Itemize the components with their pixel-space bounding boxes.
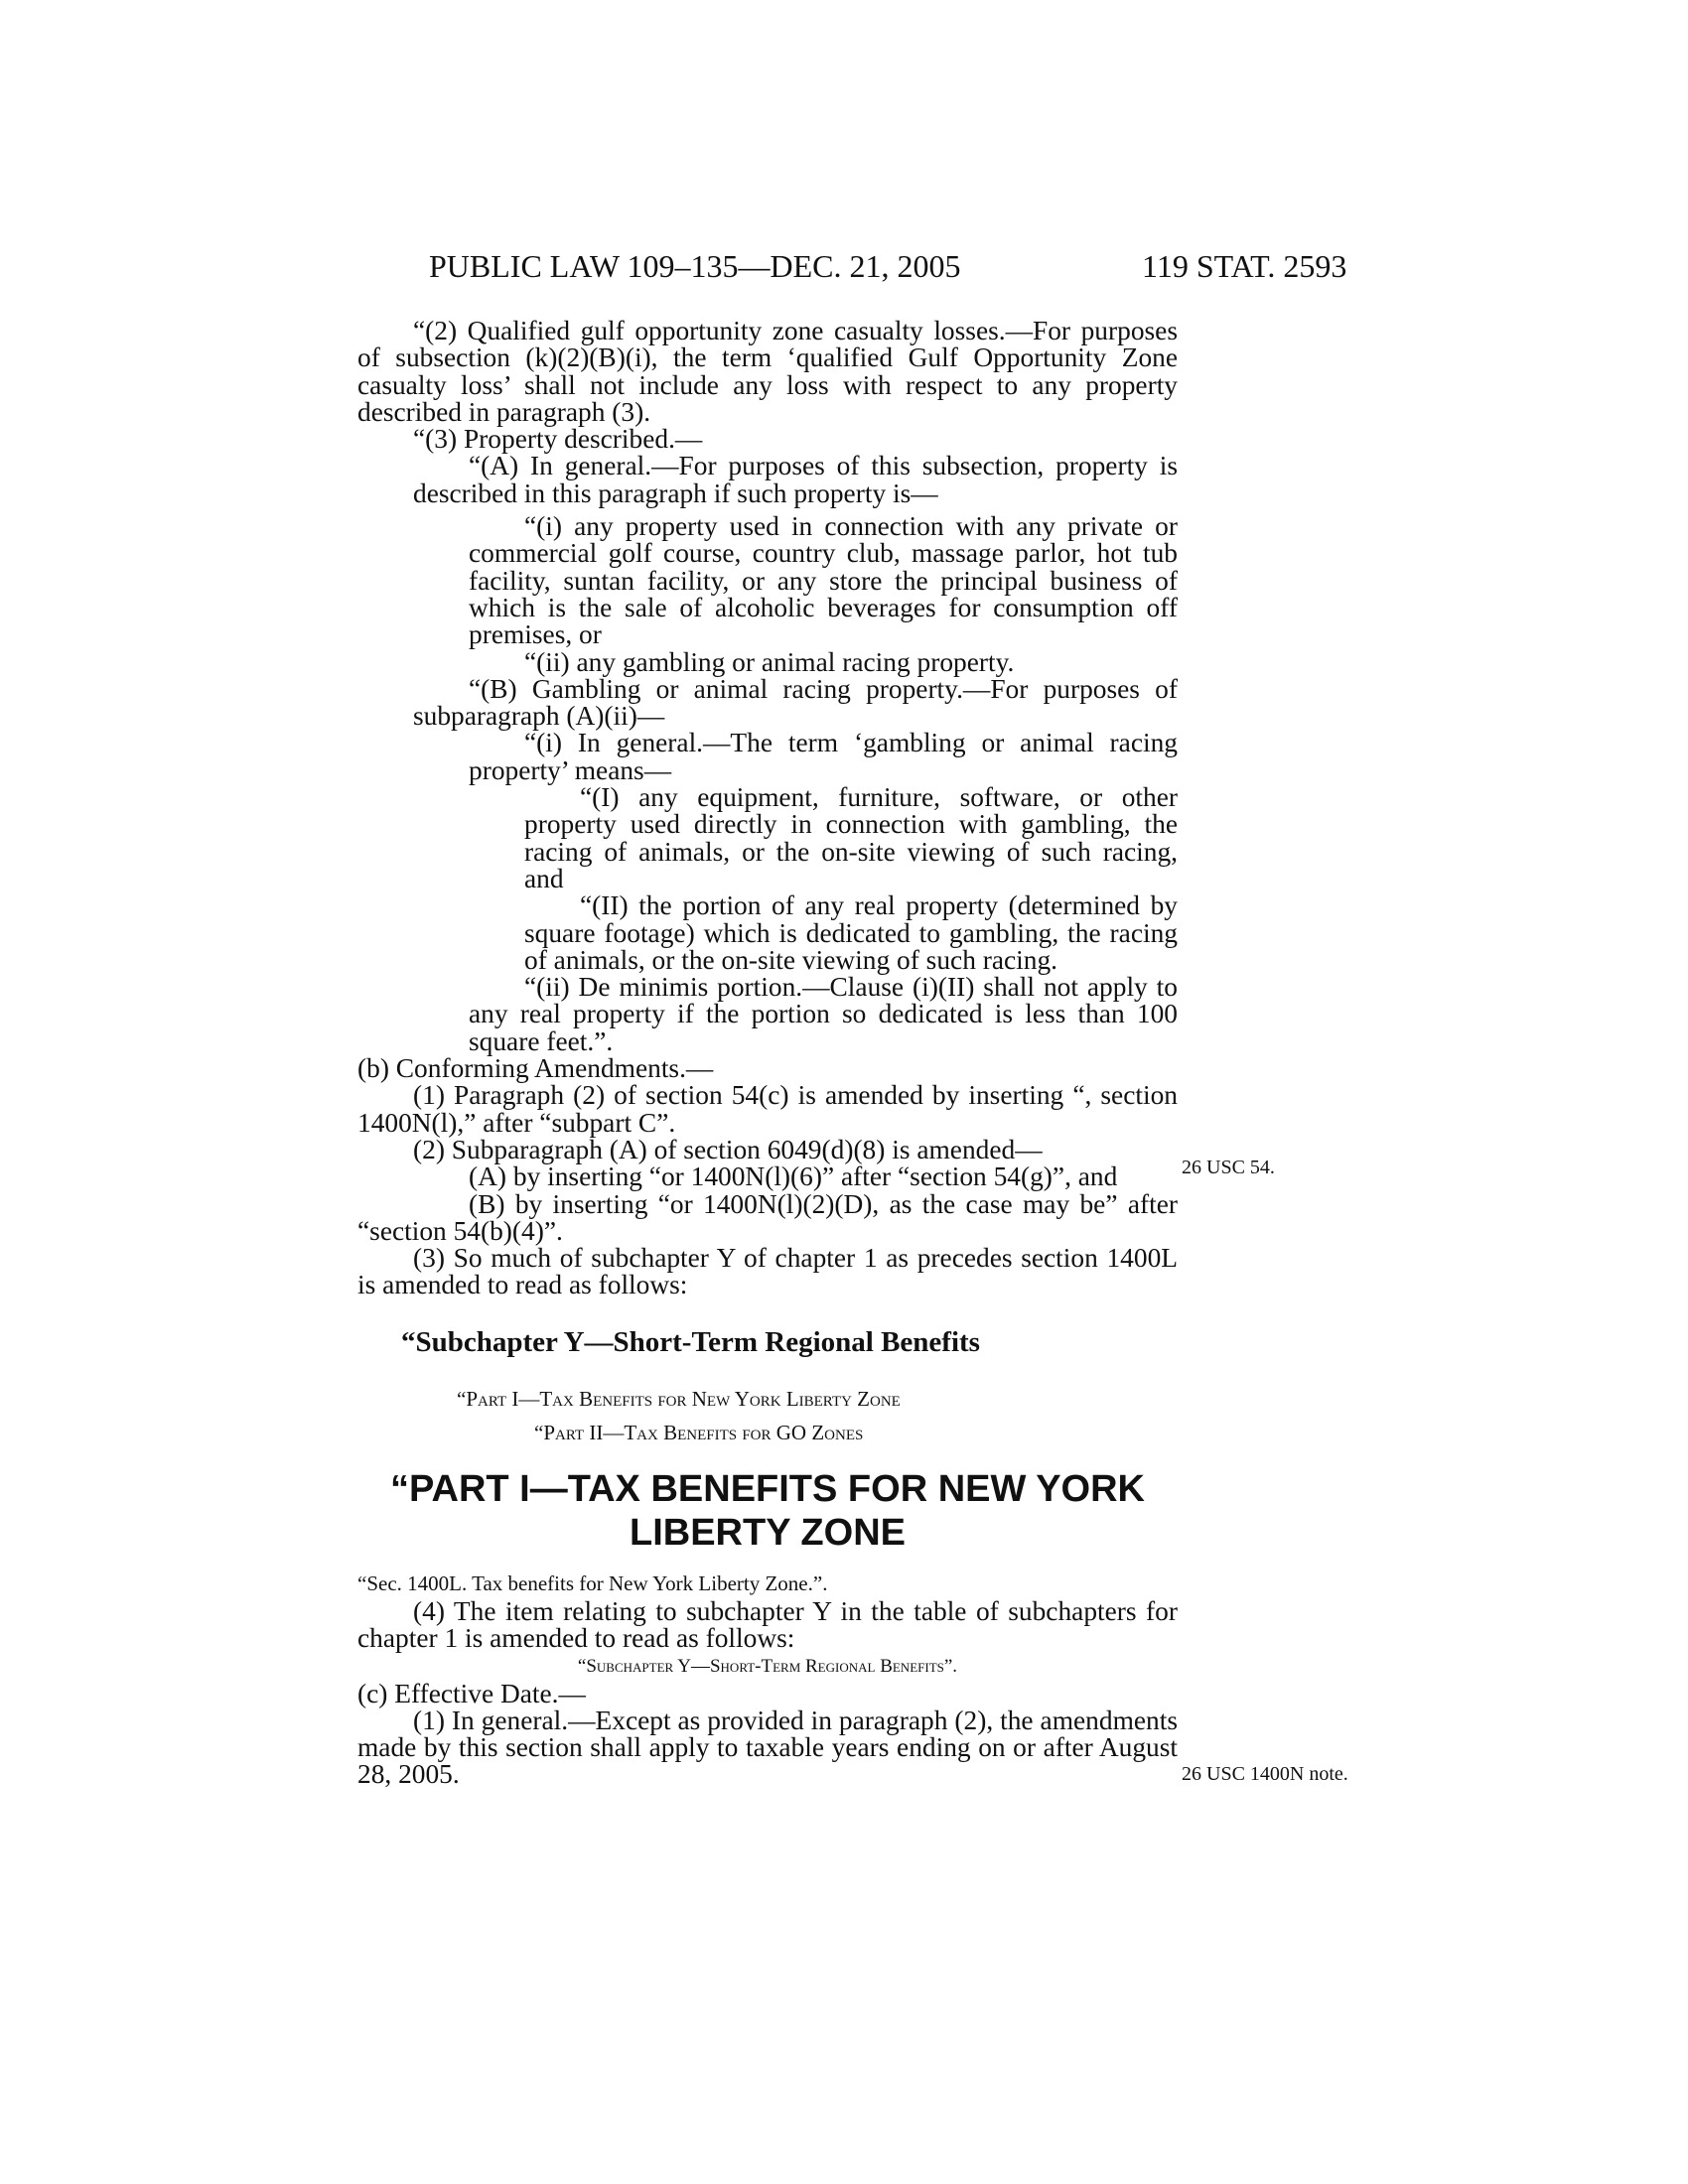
toc-part-ii: “Part II—Tax Benefits for GO Zones	[534, 1420, 864, 1444]
amendment-2-b: (B) by inserting “or 1400N(l)(2)(D), as the case may be” after “section 54(b)(4)”.	[357, 1188, 1178, 1246]
amendment-3: (3) So much of subchapter Y of chapter 1 as precedes section 1400L is amended to read as follows:	[357, 1243, 1178, 1300]
margin-note-26-usc-1400n: 26 USC 1400N note.	[1182, 1763, 1348, 1785]
subchapter-heading: “Subchapter Y—Short-Term Regional Benefits	[401, 1325, 980, 1358]
margin-note-26-usc-54: 26 USC 54.	[1182, 1157, 1275, 1178]
clause-i-in-general: “(i) In general.—The term ‘gambling or animal racing property’ means—	[469, 728, 1178, 785]
amendment-4: (4) The item relating to subchapter Y in the table of subchapters for chapter 1 is amended to read as follows:	[357, 1595, 1178, 1654]
subclause-ii-real-property: “(II) the portion of any real property (determined by square footage) which is dedicated to gambling, the racing of animals, or the on-site viewing of such racing.	[524, 890, 1178, 975]
paragraph-3-property-described: “(3) Property described.—	[413, 424, 703, 455]
subsection-c-effective-date: (c) Effective Date.—	[357, 1678, 586, 1708]
section-line: “Sec. 1400L. Tax benefits for New York Liberty Zone.”.	[357, 1570, 828, 1595]
running-header-right: 119 STAT. 2593	[1142, 248, 1347, 284]
amendment-1: (1) Paragraph (2) of section 54(c) is amended by inserting “, section 1400N(l),” after “subpart C”.	[357, 1080, 1178, 1138]
amendment-2-a: (A) by inserting “or 1400N(l)(6)” after “section 54(g)”, and	[469, 1161, 1118, 1192]
part-heading: “PART I—TAX BENEFITS FOR NEW YORK LIBERTY ZONE	[389, 1467, 1146, 1554]
subsection-b-conforming-amendments: (b) Conforming Amendments.—	[357, 1053, 714, 1084]
amendment-2: (2) Subparagraph (A) of section 6049(d)(8) is amended—	[413, 1134, 1043, 1164]
subparagraph-b-gambling-property: “(B) Gambling or animal racing property.—For purposes of subparagraph (A)(ii)—	[413, 673, 1178, 732]
document-body	[357, 318, 1178, 1789]
clause-ii-gambling: “(ii) any gambling or animal racing property.	[524, 646, 1015, 677]
clause-ii-de-minimis: “(ii) De minimis portion.—Clause (i)(II) shall not apply to any real property if the portion so dedicated is less than 100 square feet.”.	[469, 972, 1178, 1056]
subparagraph-a-in-general: “(A) In general.—For purposes of this subsection, property is described in this paragraph if such property is—	[413, 451, 1178, 508]
clause-i-golf-course: “(i) any property used in connection with any private or commercial golf course, country club, massage parlor, hot tub facility, suntan facility, or any store the principal business of which is the sale of alcoholic beverages for consumption off premises, or	[469, 511, 1178, 650]
paragraph-2-casualty-losses: “(2) Qualified gulf opportunity zone casualty losses.—For purposes of subsection (k)(2)(B)(i), the term ‘qualified Gulf Opportunity Zone casualty loss’ shall not include any loss with respect to any property described in paragraph (3).	[357, 316, 1178, 427]
toc-part-i: “Part I—Tax Benefits for New York Liberty Zone	[457, 1386, 901, 1411]
running-header-left: PUBLIC LAW 109–135—DEC. 21, 2005	[429, 248, 961, 284]
subchapter-item: “Subchapter Y—Short-Term Regional Benefits”.	[577, 1655, 958, 1677]
subclause-i-equipment: “(I) any equipment, furniture, software, or other property used directly in connection with gambling, the racing of animals, or the on-site viewing of such racing, and	[524, 782, 1178, 893]
effective-in-general: (1) In general.—Except as provided in paragraph (2), the amendments made by this section shall apply to taxable years ending on or after August 28, 2005.	[357, 1705, 1178, 1790]
